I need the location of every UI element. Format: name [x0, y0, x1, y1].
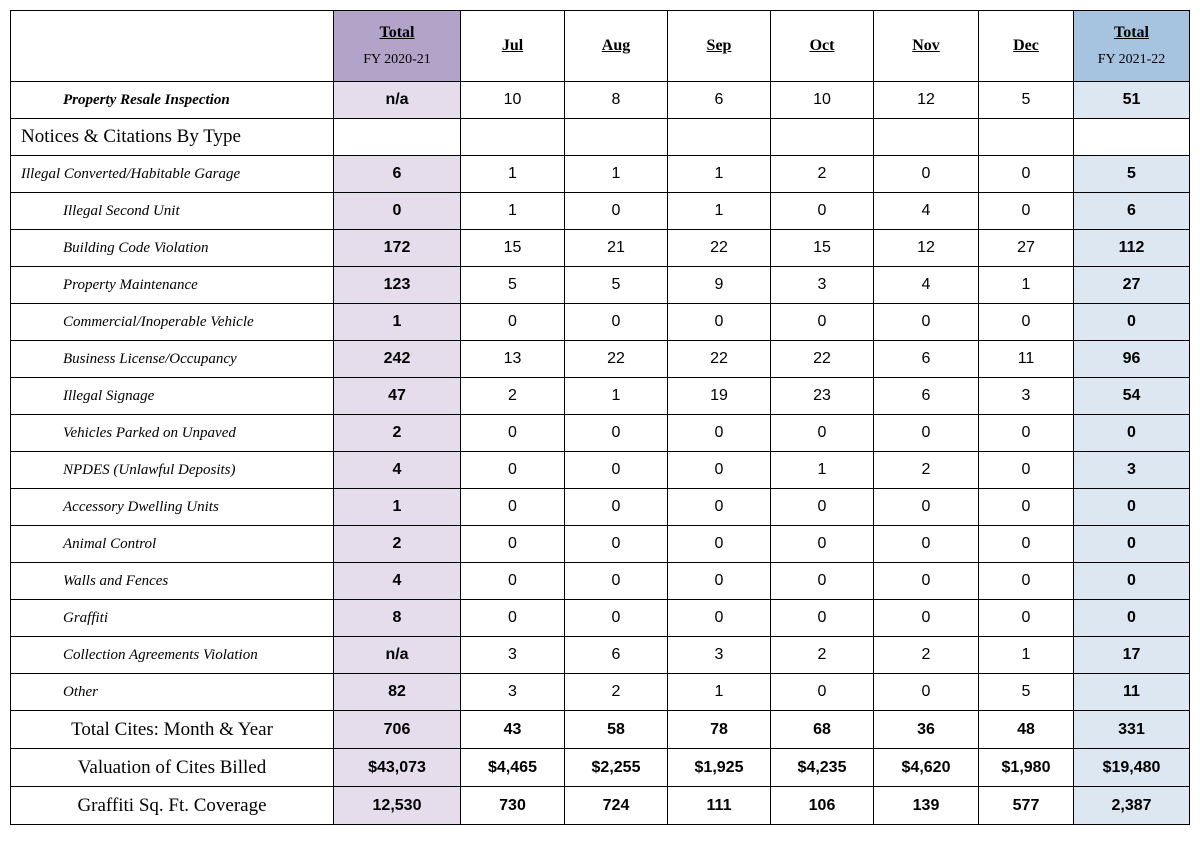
- month-cell: 0: [874, 415, 979, 452]
- row-label: Commercial/Inoperable Vehicle: [11, 304, 334, 341]
- total-prev-cell: 8: [334, 600, 461, 637]
- total-prev-cell: 47: [334, 378, 461, 415]
- row-label: Accessory Dwelling Units: [11, 489, 334, 526]
- month-cell: 1: [461, 156, 565, 193]
- month-cell: 23: [771, 378, 874, 415]
- row-label: Illegal Signage: [11, 378, 334, 415]
- section-empty-cell: [1074, 119, 1190, 156]
- table-row: [11, 193, 1190, 230]
- total-curr-cell: 112: [1074, 230, 1190, 267]
- month-cell: 0: [771, 526, 874, 563]
- row-label: NPDES (Unlawful Deposits): [11, 452, 334, 489]
- month-cell: 4: [874, 193, 979, 230]
- total-curr-cell: 17: [1074, 637, 1190, 674]
- total-curr-cell: 0: [1074, 563, 1190, 600]
- totals-month-cell: 58: [565, 711, 668, 749]
- totals-month-cell: $4,620: [874, 749, 979, 787]
- table-row: [11, 526, 1190, 563]
- section-title: Notices & Citations By Type: [11, 119, 334, 156]
- month-cell: 1: [461, 193, 565, 230]
- month-cell: 0: [771, 674, 874, 711]
- month-cell: 1: [668, 674, 771, 711]
- month-cell: 0: [874, 526, 979, 563]
- total-curr-cell: 11: [1074, 674, 1190, 711]
- month-cell: 0: [874, 600, 979, 637]
- row-label: Property Maintenance: [11, 267, 334, 304]
- totals-prev-cell: 12,530: [334, 787, 461, 825]
- month-cell: 2: [874, 637, 979, 674]
- total-prev-cell: 123: [334, 267, 461, 304]
- totals-curr-cell: 331: [1074, 711, 1190, 749]
- totals-month-cell: $1,980: [979, 749, 1074, 787]
- month-cell: 2: [461, 378, 565, 415]
- header-month-sep: Sep: [668, 11, 771, 82]
- totals-prev-cell: 706: [334, 711, 461, 749]
- month-cell: 6: [565, 637, 668, 674]
- header-month-dec: Dec: [979, 11, 1074, 82]
- month-cell: 11: [979, 341, 1074, 378]
- month-cell: 0: [565, 526, 668, 563]
- table-row: [11, 156, 1190, 193]
- header-total-curr: [1074, 11, 1190, 82]
- totals-month-cell: 111: [668, 787, 771, 825]
- month-cell: 21: [565, 230, 668, 267]
- month-cell: 22: [771, 341, 874, 378]
- month-cell: 2: [771, 156, 874, 193]
- month-cell: 0: [771, 600, 874, 637]
- month-cell: 0: [565, 415, 668, 452]
- total-curr-cell: 0: [1074, 415, 1190, 452]
- header-row: [11, 11, 1190, 82]
- header-month-oct: Oct: [771, 11, 874, 82]
- month-cell: 3: [771, 267, 874, 304]
- row-label: Illegal Second Unit: [11, 193, 334, 230]
- month-cell: 0: [979, 452, 1074, 489]
- row-label: Collection Agreements Violation: [11, 637, 334, 674]
- totals-month-cell: $1,925: [668, 749, 771, 787]
- total-prev-cell: n/a: [334, 637, 461, 674]
- month-cell: 1: [565, 378, 668, 415]
- resale-month-cell: 10: [461, 82, 565, 119]
- month-cell: 0: [565, 193, 668, 230]
- month-cell: 0: [979, 156, 1074, 193]
- month-cell: 15: [771, 230, 874, 267]
- totals-prev-cell: $43,073: [334, 749, 461, 787]
- table-row: [11, 341, 1190, 378]
- month-cell: 15: [461, 230, 565, 267]
- totals-month-cell: 139: [874, 787, 979, 825]
- table-row: [11, 489, 1190, 526]
- total-curr-cell: 0: [1074, 304, 1190, 341]
- row-label: Business License/Occupancy: [11, 341, 334, 378]
- total-curr-cell: 0: [1074, 489, 1190, 526]
- month-cell: 9: [668, 267, 771, 304]
- header-total-curr-year: FY 2021-22: [1097, 52, 1166, 67]
- month-cell: 0: [668, 600, 771, 637]
- month-cell: 0: [771, 193, 874, 230]
- month-cell: 22: [668, 341, 771, 378]
- total-curr-cell: 54: [1074, 378, 1190, 415]
- month-cell: 0: [461, 452, 565, 489]
- month-cell: 0: [461, 489, 565, 526]
- month-cell: 0: [668, 563, 771, 600]
- totals-label: Graffiti Sq. Ft. Coverage: [11, 787, 334, 825]
- section-empty-cell: [979, 119, 1074, 156]
- month-cell: 22: [565, 341, 668, 378]
- resale-row: [11, 82, 1190, 119]
- month-cell: 0: [979, 193, 1074, 230]
- totals-month-cell: 43: [461, 711, 565, 749]
- resale-month-cell: 6: [668, 82, 771, 119]
- total-prev-cell: 6: [334, 156, 461, 193]
- table-row: [11, 304, 1190, 341]
- totals-month-cell: 577: [979, 787, 1074, 825]
- totals-month-cell: 36: [874, 711, 979, 749]
- resale-total-curr: 51: [1074, 82, 1190, 119]
- month-cell: 2: [771, 637, 874, 674]
- month-cell: 2: [874, 452, 979, 489]
- month-cell: 0: [771, 415, 874, 452]
- totals-row: [11, 787, 1190, 825]
- month-cell: 0: [979, 563, 1074, 600]
- header-total-prev-label: Total: [379, 24, 415, 41]
- total-prev-cell: 172: [334, 230, 461, 267]
- totals-month-cell: 48: [979, 711, 1074, 749]
- month-cell: 0: [461, 304, 565, 341]
- totals-month-cell: 78: [668, 711, 771, 749]
- total-prev-cell: 82: [334, 674, 461, 711]
- month-cell: 0: [874, 563, 979, 600]
- table-row: [11, 637, 1190, 674]
- resale-month-cell: 8: [565, 82, 668, 119]
- table-row: [11, 563, 1190, 600]
- month-cell: 0: [461, 526, 565, 563]
- month-cell: 0: [979, 304, 1074, 341]
- header-total-curr-label: Total: [1114, 24, 1149, 41]
- month-cell: 0: [565, 563, 668, 600]
- section-empty-cell: [771, 119, 874, 156]
- total-prev-cell: 0: [334, 193, 461, 230]
- month-cell: 19: [668, 378, 771, 415]
- totals-month-cell: 724: [565, 787, 668, 825]
- month-cell: 0: [461, 600, 565, 637]
- total-prev-cell: 1: [334, 304, 461, 341]
- month-cell: 0: [979, 489, 1074, 526]
- month-cell: 3: [461, 637, 565, 674]
- section-empty-cell: [668, 119, 771, 156]
- month-cell: 0: [565, 452, 668, 489]
- total-prev-cell: 2: [334, 415, 461, 452]
- total-prev-cell: 4: [334, 563, 461, 600]
- totals-month-cell: 68: [771, 711, 874, 749]
- resale-total-prev: n/a: [334, 82, 461, 119]
- table-row: [11, 674, 1190, 711]
- month-cell: 5: [979, 674, 1074, 711]
- total-prev-cell: 1: [334, 489, 461, 526]
- month-cell: 5: [565, 267, 668, 304]
- month-cell: 3: [461, 674, 565, 711]
- month-cell: 3: [979, 378, 1074, 415]
- month-cell: 22: [668, 230, 771, 267]
- total-curr-cell: 27: [1074, 267, 1190, 304]
- section-empty-cell: [874, 119, 979, 156]
- month-cell: 3: [668, 637, 771, 674]
- header-total-prev-year: FY 2020-21: [363, 52, 431, 67]
- header-blank: [11, 11, 334, 82]
- month-cell: 0: [565, 600, 668, 637]
- month-cell: 27: [979, 230, 1074, 267]
- totals-month-cell: 730: [461, 787, 565, 825]
- row-label: Vehicles Parked on Unpaved: [11, 415, 334, 452]
- total-curr-cell: 5: [1074, 156, 1190, 193]
- month-cell: 0: [771, 489, 874, 526]
- month-cell: 1: [979, 637, 1074, 674]
- month-cell: 6: [874, 341, 979, 378]
- month-cell: 0: [979, 600, 1074, 637]
- totals-month-cell: 106: [771, 787, 874, 825]
- total-prev-cell: 2: [334, 526, 461, 563]
- totals-label: Total Cites: Month & Year: [11, 711, 334, 749]
- month-cell: 0: [668, 304, 771, 341]
- total-curr-cell: 0: [1074, 526, 1190, 563]
- totals-row: [11, 749, 1190, 787]
- resale-label: Property Resale Inspection: [11, 82, 334, 119]
- month-cell: 0: [565, 304, 668, 341]
- header-month-nov: Nov: [874, 11, 979, 82]
- total-curr-cell: 0: [1074, 600, 1190, 637]
- row-label: Walls and Fences: [11, 563, 334, 600]
- month-cell: 1: [771, 452, 874, 489]
- month-cell: 0: [668, 526, 771, 563]
- month-cell: 0: [461, 415, 565, 452]
- resale-month-cell: 12: [874, 82, 979, 119]
- total-curr-cell: 6: [1074, 193, 1190, 230]
- month-cell: 1: [668, 156, 771, 193]
- total-prev-cell: 4: [334, 452, 461, 489]
- month-cell: 2: [565, 674, 668, 711]
- resale-month-cell: 5: [979, 82, 1074, 119]
- month-cell: 0: [668, 489, 771, 526]
- row-label: Building Code Violation: [11, 230, 334, 267]
- section-empty-cell: [565, 119, 668, 156]
- header-total-prev: [334, 11, 461, 82]
- row-label: Graffiti: [11, 600, 334, 637]
- table-row: [11, 230, 1190, 267]
- totals-month-cell: $4,235: [771, 749, 874, 787]
- month-cell: 1: [979, 267, 1074, 304]
- total-prev-cell: 242: [334, 341, 461, 378]
- totals-curr-cell: 2,387: [1074, 787, 1190, 825]
- resale-month-cell: 10: [771, 82, 874, 119]
- totals-curr-cell: $19,480: [1074, 749, 1190, 787]
- month-cell: 0: [771, 304, 874, 341]
- month-cell: 0: [874, 489, 979, 526]
- month-cell: 0: [565, 489, 668, 526]
- table-row: [11, 378, 1190, 415]
- table-row: [11, 415, 1190, 452]
- table-row: [11, 452, 1190, 489]
- citations-table: [10, 10, 1190, 825]
- month-cell: 0: [461, 563, 565, 600]
- month-cell: 0: [668, 415, 771, 452]
- row-label: Illegal Converted/Habitable Garage: [11, 156, 334, 193]
- totals-row: [11, 711, 1190, 749]
- month-cell: 13: [461, 341, 565, 378]
- month-cell: 12: [874, 230, 979, 267]
- header-month-aug: Aug: [565, 11, 668, 82]
- totals-label: Valuation of Cites Billed: [11, 749, 334, 787]
- month-cell: 0: [874, 156, 979, 193]
- total-curr-cell: 96: [1074, 341, 1190, 378]
- month-cell: 0: [874, 674, 979, 711]
- month-cell: 4: [874, 267, 979, 304]
- header-month-jul: Jul: [461, 11, 565, 82]
- month-cell: 5: [461, 267, 565, 304]
- month-cell: 0: [979, 526, 1074, 563]
- row-label: Animal Control: [11, 526, 334, 563]
- month-cell: 0: [874, 304, 979, 341]
- section-empty-cell: [334, 119, 461, 156]
- month-cell: 0: [771, 563, 874, 600]
- month-cell: 0: [979, 415, 1074, 452]
- section-empty-cell: [461, 119, 565, 156]
- totals-month-cell: $2,255: [565, 749, 668, 787]
- month-cell: 6: [874, 378, 979, 415]
- section-row: [11, 119, 1190, 156]
- month-cell: 1: [668, 193, 771, 230]
- total-curr-cell: 3: [1074, 452, 1190, 489]
- totals-month-cell: $4,465: [461, 749, 565, 787]
- month-cell: 1: [565, 156, 668, 193]
- month-cell: 0: [668, 452, 771, 489]
- row-label: Other: [11, 674, 334, 711]
- table-row: [11, 600, 1190, 637]
- table-row: [11, 267, 1190, 304]
